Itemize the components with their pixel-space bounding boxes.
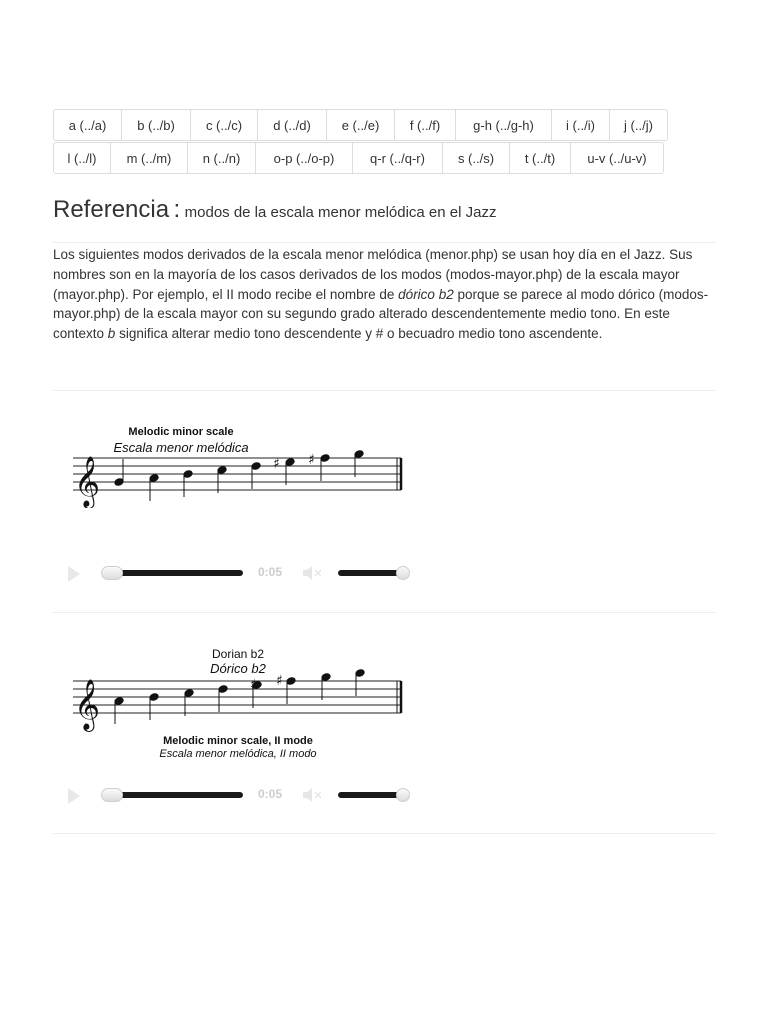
sharp-icon: ♯ (273, 456, 280, 472)
speaker-mute-icon[interactable] (301, 566, 325, 580)
nav-tab-s[interactable]: s (../s) (442, 142, 510, 174)
nav-tab-e[interactable]: e (../e) (326, 109, 395, 141)
alphabet-nav-row-1 (53, 109, 668, 141)
score-caption-sub: Escala menor melódica, II modo (159, 748, 317, 760)
page-heading (53, 196, 496, 224)
nav-tab-q-r[interactable]: q-r (../q-r) (352, 142, 443, 174)
nav-tab-i[interactable]: i (../i) (551, 109, 610, 141)
nav-tab-b[interactable]: b (../b) (121, 109, 191, 141)
dorian-b2-score-image (70, 645, 410, 763)
section-divider-1 (53, 390, 716, 391)
speaker-mute-icon[interactable] (301, 788, 325, 802)
audio-player-2 (63, 784, 423, 806)
melodic-minor-score-image (70, 418, 410, 508)
notes (114, 450, 364, 501)
sharp-icon: ♯ (308, 452, 315, 468)
nav-tab-l[interactable]: l (../l) (53, 142, 111, 174)
score-subtitle: Escala menor melódica (113, 440, 249, 455)
time-display: 0:05 (258, 565, 283, 579)
page-title: Referencia (53, 196, 170, 223)
sharp-icon: ♯ (276, 673, 283, 689)
staff-lines (73, 681, 401, 713)
treble-clef-icon: 𝄞 (74, 456, 101, 507)
audio-player-1 (63, 562, 423, 584)
play-icon[interactable] (68, 788, 80, 804)
section-divider-3 (53, 833, 716, 834)
heading-divider (53, 242, 716, 243)
nav-tab-f[interactable]: f (../f) (394, 109, 456, 141)
play-icon[interactable] (68, 566, 80, 582)
intro-paragraph (53, 245, 719, 344)
progress-track[interactable] (105, 570, 243, 576)
score-title: Dorian b2 (211, 647, 265, 661)
nav-tab-c[interactable]: c (../c) (190, 109, 258, 141)
progress-track[interactable] (105, 792, 243, 798)
sharp-icon: ♯ (250, 677, 257, 693)
volume-handle[interactable] (396, 788, 410, 802)
nav-tab-o-p[interactable]: o-p (../o-p) (255, 142, 353, 174)
intro-emphasis-dorico-b2: dórico b2 (398, 286, 454, 302)
nav-tab-u-v[interactable]: u-v (../u-v) (570, 142, 664, 174)
score-subtitle: Dórico b2 (210, 661, 266, 676)
intro-emphasis-b: b (107, 326, 116, 342)
intro-text-1: Los siguientes modos derivados de la escala menor melódica (menor.php) se usan hoy día en el Jazz. Sus nombres son en la mayoría de los casos derivados de los modos (modos-mayor.php) de la escala mayor (mayor.php). Por ejemplo, el II modo recibe el nombre de (53, 247, 693, 302)
nav-tab-g-h[interactable]: g-h (../g-h) (455, 109, 552, 141)
nav-tab-j[interactable]: j (../j) (609, 109, 668, 141)
volume-handle[interactable] (396, 566, 410, 580)
treble-clef-icon: 𝄞 (74, 679, 101, 730)
score-caption: Melodic minor scale, II mode (163, 735, 313, 747)
alphabet-nav-row-2 (53, 142, 664, 174)
title-separator: : (173, 196, 181, 223)
notes (114, 669, 365, 724)
progress-handle[interactable] (101, 566, 123, 580)
time-display: 0:05 (258, 787, 283, 801)
intro-text-2: porque se parece al modo dórico (modos-mayor.php) de la escala mayor con su segundo grado alterado descendentemente medio tono. En este contexto (53, 286, 709, 342)
nav-tab-a[interactable]: a (../a) (53, 109, 122, 141)
nav-tab-n[interactable]: n (../n) (187, 142, 256, 174)
page-subtitle: modos de la escala menor melódica en el Jazz (184, 204, 497, 221)
section-divider-2 (53, 612, 716, 613)
nav-tab-d[interactable]: d (../d) (257, 109, 327, 141)
progress-handle[interactable] (101, 788, 123, 802)
staff-lines (73, 458, 401, 490)
intro-text-3: significa alterar medio tono descendente y # o becuadro medio tono ascendente. (115, 326, 603, 342)
nav-tab-m[interactable]: m (../m) (110, 142, 188, 174)
score-title: Melodic minor scale (128, 426, 234, 438)
nav-tab-t[interactable]: t (../t) (509, 142, 571, 174)
